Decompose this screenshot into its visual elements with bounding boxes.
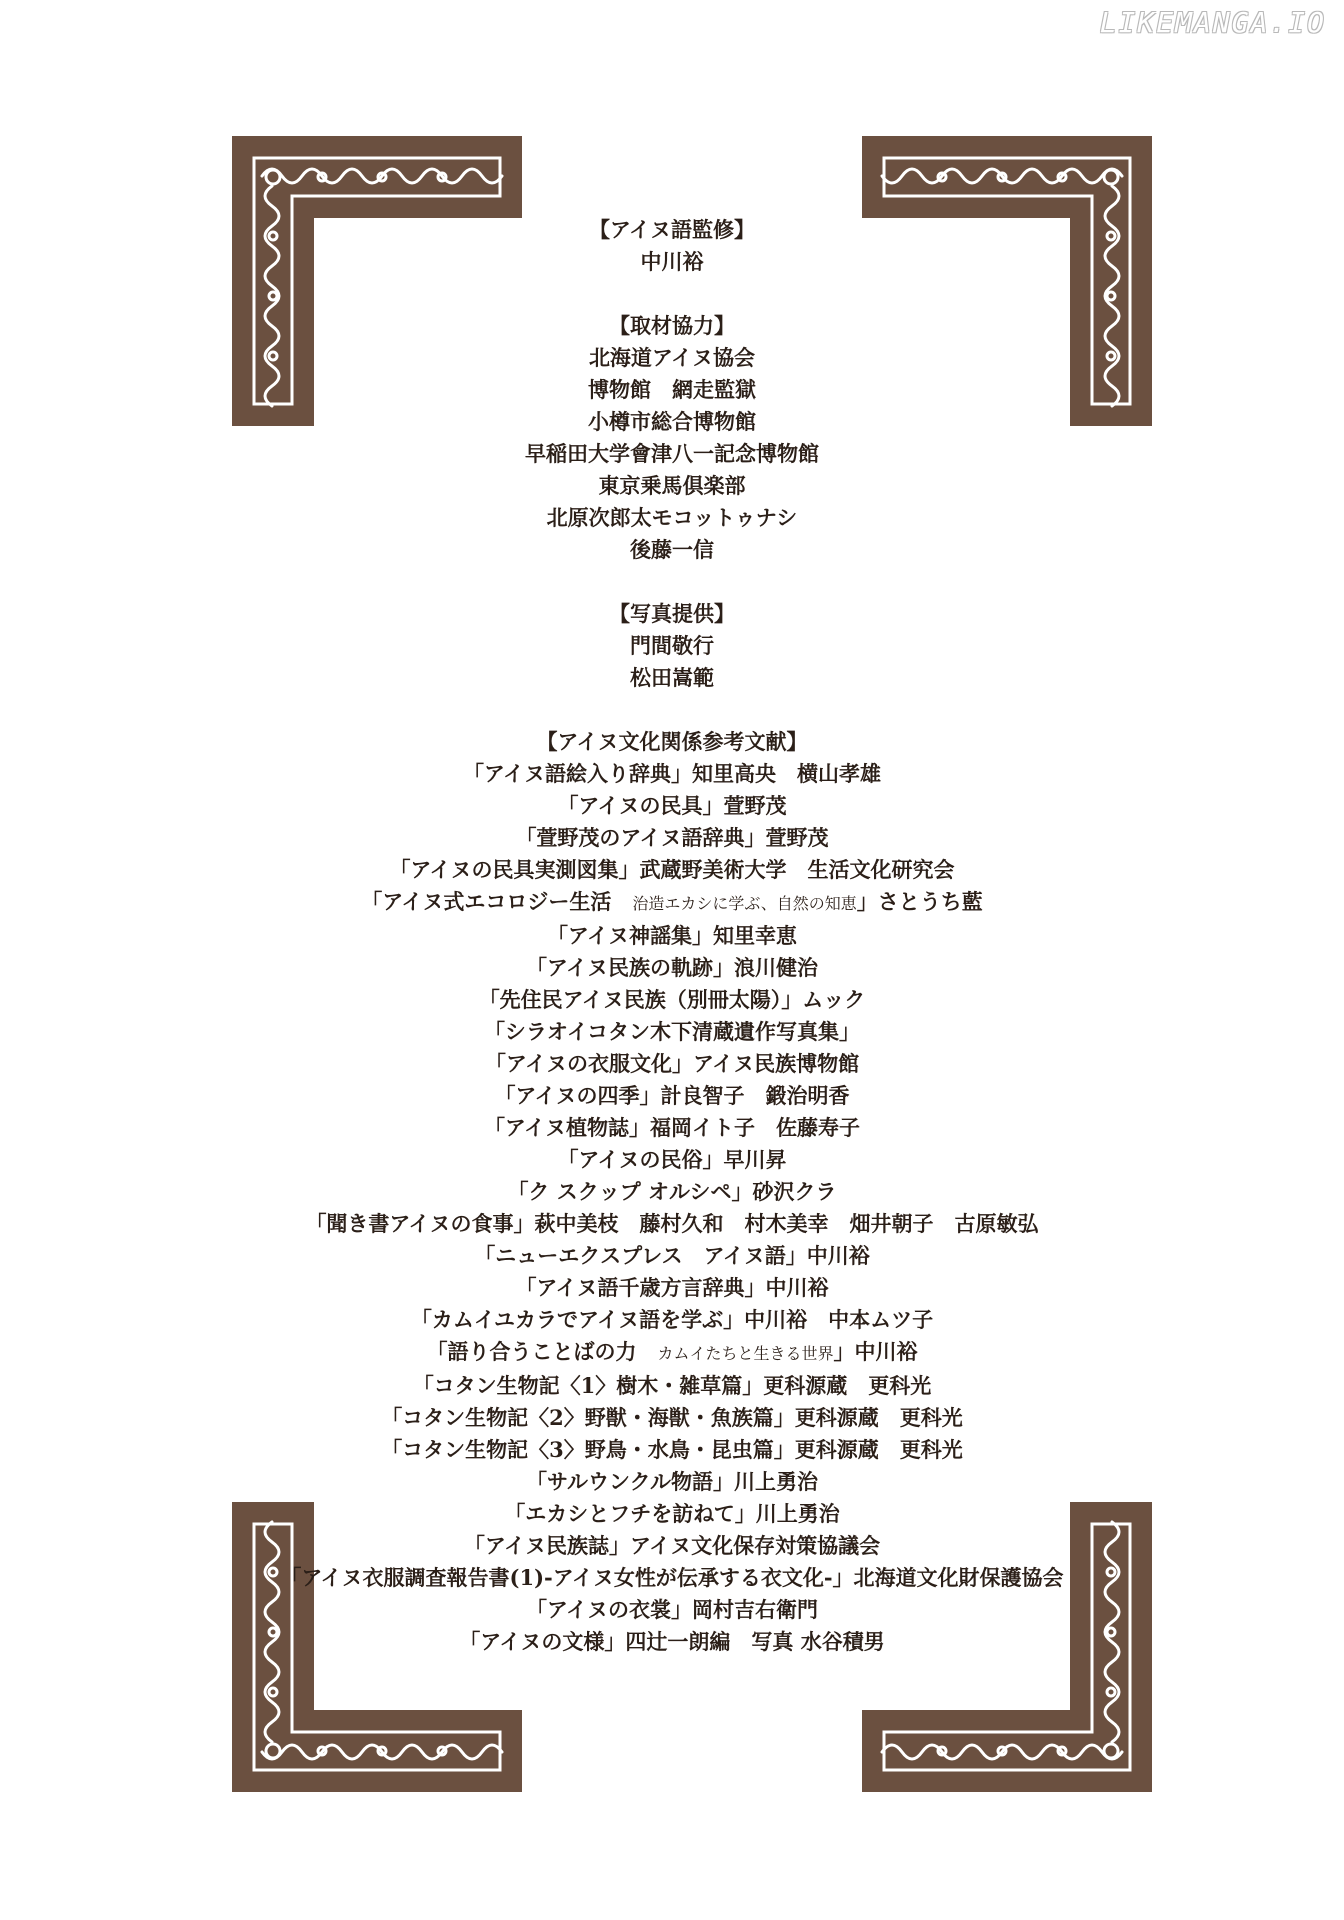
reference-line: 「アイヌ語千歳方言辞典」中川裕 (515, 1275, 829, 1300)
section-heading-supervision: 【アイヌ語監修】 (588, 217, 756, 242)
reference-line: 「萱野茂のアイヌ語辞典」萱野茂 (515, 825, 829, 850)
reference-author: 」中川裕 (833, 1339, 918, 1364)
section-spacer (0, 278, 1344, 310)
reference-line: 「先住民アイヌ民族（別冊太陽）」ムック (478, 987, 866, 1012)
credit-line: 松田嵩範 (630, 665, 714, 690)
section-heading-photos: 【写真提供】 (609, 601, 735, 626)
reference-line: 「アイヌ民族誌」アイヌ文化保存対策協議会 (463, 1533, 881, 1558)
reference-line: 「カムイユカラでアイヌ語を学ぶ」中川裕 中本ムツ子 (410, 1307, 934, 1332)
reference-author: 」さとうち藍 (856, 889, 983, 914)
reference-line: 「アイヌの衣服文化」アイヌ民族博物館 (484, 1051, 860, 1076)
reference-line: 「エカシとフチを訪ねて」川上勇治 (504, 1501, 840, 1526)
section-heading-references: 【アイヌ文化関係参考文献】 (536, 729, 808, 754)
reference-title: 「語り合うことばの力 (426, 1339, 637, 1364)
section-spacer (0, 566, 1344, 598)
reference-line: 「ニューエクスプレス アイヌ語」中川裕 (474, 1243, 870, 1268)
reference-line: 「コタン生物記〈1〉樹木・雑草篇」更科源蔵 更科光 (412, 1373, 932, 1398)
reference-line: 「コタン生物記〈2〉野獣・海獣・魚族篇」更科源蔵 更科光 (381, 1405, 963, 1430)
credit-line: 中川裕 (640, 249, 704, 274)
reference-line: 「ク スクップ オルシペ」砂沢クラ (507, 1179, 837, 1204)
credit-line: 北原次郎太モコットゥナシ (546, 505, 798, 530)
credits-list (0, 214, 1344, 1658)
reference-subtitle: カムイたちと生きる世界 (657, 1344, 834, 1363)
reference-subtitle: 治造エカシに学ぶ、自然の知恵 (632, 894, 857, 913)
reference-line (0, 1336, 1344, 1370)
reference-line (0, 886, 1344, 920)
reference-line: 「アイヌの民具」萱野茂 (557, 793, 787, 818)
credit-line: 博物館 網走監獄 (588, 377, 756, 402)
reference-line: 「アイヌ民族の軌跡」浪川健治 (525, 955, 819, 980)
section-spacer (0, 694, 1344, 726)
site-watermark: LIKEMANGA.IO (1099, 6, 1326, 39)
reference-line: 「アイヌの衣裳」岡村吉右衛門 (525, 1597, 819, 1622)
reference-line: 「アイヌ植物誌」福岡イト子 佐藤寿子 (483, 1115, 861, 1140)
reference-line: 「コタン生物記〈3〉野鳥・水鳥・昆虫篇」更科源蔵 更科光 (381, 1437, 963, 1462)
credit-line: 東京乗馬倶楽部 (598, 473, 746, 498)
credit-line: 北海道アイヌ協会 (588, 345, 756, 370)
credit-line: 門間敬行 (630, 633, 714, 658)
reference-line: 「サルウンクル物語」川上勇治 (526, 1469, 818, 1494)
credit-line: 小樽市総合博物館 (588, 409, 756, 434)
reference-line: 「アイヌ神謡集」知里幸恵 (546, 923, 798, 948)
reference-line: 「アイヌの民俗」早川昇 (557, 1147, 787, 1172)
reference-line: 「シラオイコタン木下清蔵遺作写真集」 (483, 1019, 861, 1044)
reference-line: 「聞き書アイヌの食事」萩中美枝 藤村久和 村木美幸 畑井朝子 古原敏弘 (305, 1211, 1039, 1236)
reference-line: 「アイヌ衣服調査報告書(1)-アイヌ女性が伝承する衣文化-」北海道文化財保護協会 (280, 1565, 1064, 1590)
reference-line: 「アイヌの文様」四辻一朗編 写真 水谷積男 (459, 1629, 885, 1654)
credit-line: 早稲田大学會津八一記念博物館 (525, 441, 819, 466)
reference-line: 「アイヌの民具実測図集」武蔵野美術大学 生活文化研究会 (389, 857, 955, 882)
reference-title: 「アイヌ式エコロジー生活 (361, 889, 612, 914)
credit-line: 後藤一信 (630, 537, 714, 562)
reference-line: 「アイヌ語絵入り辞典」知里高央 横山孝雄 (462, 761, 882, 786)
reference-line: 「アイヌの四季」計良智子 鍛治明香 (494, 1083, 850, 1108)
section-heading-cooperation: 【取材協力】 (609, 313, 735, 338)
